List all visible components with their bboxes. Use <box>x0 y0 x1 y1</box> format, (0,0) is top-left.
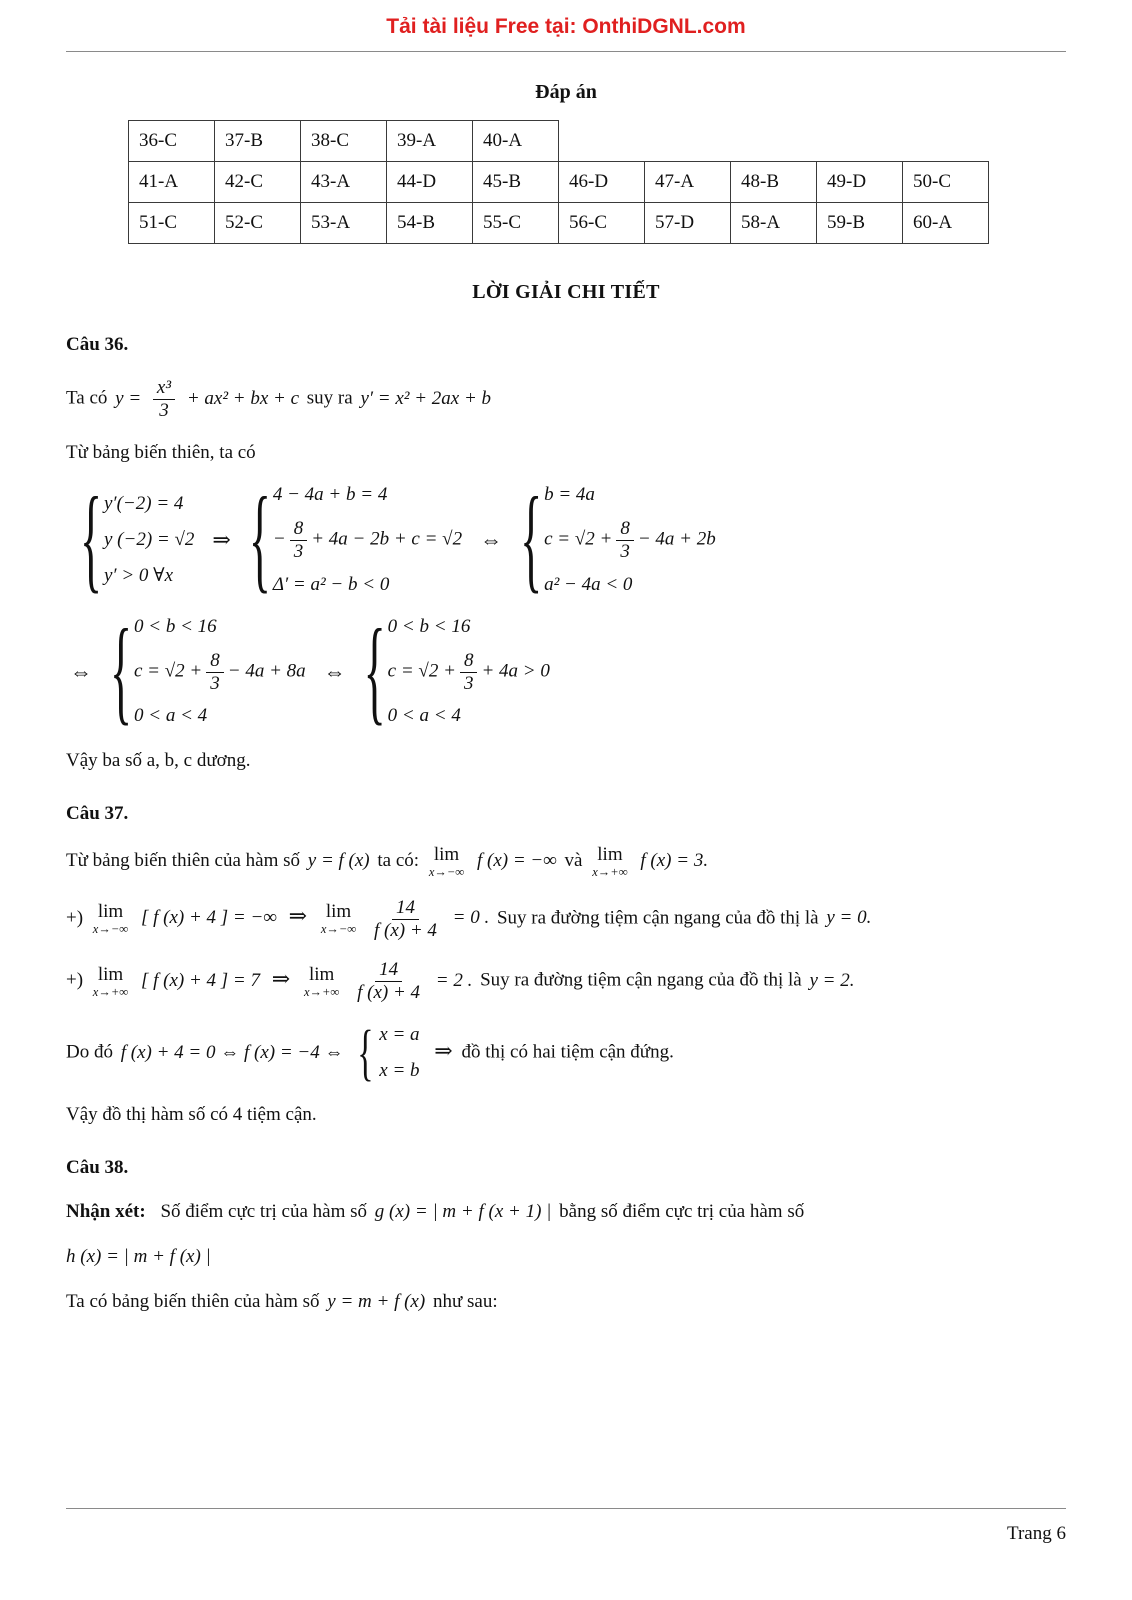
case-line: 4 − 4a + b = 4 <box>272 484 388 506</box>
fraction <box>353 959 424 1004</box>
lim-word: lim <box>97 963 124 985</box>
iff-arrow: ⇔ <box>323 658 346 684</box>
case-line: x = b <box>379 1059 420 1081</box>
cases-group <box>248 472 463 603</box>
solutions-title: LỜI GIẢI CHI TIẾT <box>472 281 660 304</box>
math-run: [ f (x) + 4 ] = −∞ <box>140 907 277 929</box>
math-run: c = √2 + <box>387 660 456 682</box>
limit-operator <box>592 845 627 879</box>
cases-group <box>357 1018 420 1088</box>
left-brace-icon: { <box>248 472 271 603</box>
case-line: y′ > 0 ∀x <box>104 564 174 586</box>
cau38-p1b <box>66 1244 1066 1271</box>
fraction-numerator: 14 <box>392 897 419 920</box>
text-run: Số điểm cực trị của hàm số <box>160 1201 368 1223</box>
limit-operator <box>93 902 128 936</box>
left-brace-icon: { <box>357 1018 374 1088</box>
lim-subscript: x→−∞ <box>320 922 357 937</box>
answer-cell: 52-C <box>215 203 301 244</box>
cau38-p2 <box>66 1289 1066 1316</box>
text-run: và <box>564 850 583 872</box>
text-run: +) <box>66 970 84 992</box>
answer-cell: 39-A <box>387 121 473 162</box>
answer-cell: 50-C <box>903 162 989 203</box>
case-line: y′(−2) = 4 <box>104 493 184 515</box>
fraction-numerator: 8 <box>206 650 224 673</box>
answer-cell: 48-B <box>731 162 817 203</box>
fraction-denominator: f (x) + 4 <box>357 982 421 1004</box>
fraction-denominator: 3 <box>463 672 474 694</box>
text-run: suy ra <box>306 387 353 409</box>
math-run: y = f (x) <box>307 850 370 872</box>
fraction-numerator: 8 <box>616 518 634 541</box>
case-line: Δ′ = a² − b < 0 <box>272 573 390 595</box>
answer-cell: 59-B <box>817 203 903 244</box>
left-brace-icon: { <box>110 604 133 735</box>
cau36-system-2 <box>66 604 1066 735</box>
math-run: f (x) = −∞ <box>476 850 557 872</box>
math-run: g (x) = | m + f (x + 1) | <box>374 1201 552 1223</box>
answer-cell: 37-B <box>215 121 301 162</box>
text-run: Do đó <box>66 1041 113 1063</box>
lim-subscript: x→+∞ <box>303 984 340 999</box>
math-run: = 2 . <box>435 970 473 992</box>
lim-subscript: x→+∞ <box>92 984 129 999</box>
text-run: bằng số điểm cực trị của hàm số <box>559 1201 805 1223</box>
math-run: h (x) = | m + f (x) | <box>66 1246 211 1268</box>
answer-cell: 40-A <box>473 121 559 162</box>
text-run: Suy ra đường tiệm cận ngang của đồ thị là <box>496 907 819 929</box>
answer-cell: 57-D <box>645 203 731 244</box>
implies-arrow: ⇒ <box>271 966 291 992</box>
fraction-denominator: 3 <box>210 672 220 694</box>
answer-cell: 41-A <box>129 162 215 203</box>
fraction <box>290 518 308 563</box>
math-run: f (x) + 4 = 0 ⇔ f (x) = −4 ⇔ <box>120 1041 344 1063</box>
cases-group <box>363 604 550 735</box>
answer-cell: 60-A <box>903 203 989 244</box>
fraction <box>153 377 175 422</box>
cases-group <box>80 472 195 603</box>
case-line <box>273 518 462 563</box>
math-run: c = √2 + <box>134 660 203 682</box>
text-run: như sau: <box>432 1290 498 1312</box>
limit-operator <box>304 965 339 999</box>
cau36-system-1 <box>80 472 1066 603</box>
answer-cell: 38-C <box>301 121 387 162</box>
implies-arrow: ⇒ <box>288 903 308 929</box>
case-line <box>388 650 550 695</box>
answer-cell: 46-D <box>559 162 645 203</box>
fraction-numerator: 14 <box>375 959 402 982</box>
text-run: Suy ra đường tiệm cận ngang của đồ thị là <box>480 970 802 992</box>
cau37-p1 <box>66 845 1066 879</box>
cau37-p3 <box>66 959 1066 1004</box>
answer-key-title: Đáp án <box>535 81 597 104</box>
math-run: y′ = x² + 2ax + b <box>360 387 492 409</box>
case-line: b = 4a <box>544 484 595 506</box>
page-number-label: Trang 6 <box>1007 1523 1066 1545</box>
fraction-numerator: 8 <box>460 650 478 673</box>
text-run: Ta có bảng biến thiên của hàm số <box>66 1290 320 1312</box>
question-37-heading: Câu 37. <box>66 802 129 824</box>
math-run: c = √2 + <box>544 528 613 550</box>
text-run: ta có: <box>377 850 420 872</box>
lim-subscript: x→+∞ <box>592 865 628 880</box>
remark-label: Nhận xét: <box>66 1201 146 1223</box>
math-run: y = 0. <box>826 907 872 929</box>
cau37-p2 <box>66 897 1066 942</box>
cau36-intro-line <box>66 377 1066 422</box>
lim-word: lim <box>308 963 335 985</box>
cau37-p5: Vậy đồ thị hàm số có 4 tiệm cận. <box>66 1104 317 1126</box>
answer-cell: 43-A <box>301 162 387 203</box>
text-run: Ta có <box>66 387 108 409</box>
text-run: đồ thị có hai tiệm cận đứng. <box>461 1041 674 1063</box>
answer-cell: 36-C <box>129 121 215 162</box>
case-line: y (−2) = √2 <box>104 528 195 550</box>
math-run: + ax² + bx + c <box>186 387 300 409</box>
answer-cell: 55-C <box>473 203 559 244</box>
fraction-denominator: 3 <box>620 540 630 562</box>
case-line: 0 < b < 16 <box>387 616 471 638</box>
page-footer <box>66 1508 1066 1548</box>
fraction-denominator: 3 <box>159 399 169 421</box>
fraction <box>460 650 478 695</box>
cau36-line2: Từ bảng biến thiên, ta có <box>66 441 256 463</box>
lim-subscript: x→−∞ <box>428 865 465 880</box>
fraction <box>616 518 634 563</box>
answer-cell: 51-C <box>129 203 215 244</box>
case-line: a² − 4a < 0 <box>544 573 633 595</box>
math-run: y = <box>115 387 142 409</box>
fraction <box>370 897 441 942</box>
left-brace-icon: { <box>520 472 543 603</box>
iff-arrow: ⇔ <box>480 526 503 552</box>
lim-word: lim <box>325 901 352 923</box>
case-line: 0 < a < 4 <box>387 705 461 727</box>
iff-arrow: ⇔ <box>70 658 92 684</box>
math-run: − 4a + 2b <box>637 528 716 550</box>
math-run: − 4a + 8a <box>227 660 306 682</box>
left-brace-icon: { <box>80 472 103 603</box>
cau36-conclusion: Vậy ba số a, b, c dương. <box>66 750 251 772</box>
answer-cell: 56-C <box>559 203 645 244</box>
left-brace-icon: { <box>363 604 386 735</box>
question-36-heading: Câu 36. <box>66 334 129 356</box>
answer-cell: 49-D <box>817 162 903 203</box>
answer-cell: 53-A <box>301 203 387 244</box>
case-line <box>544 518 716 563</box>
math-run: [ f (x) + 4 ] = 7 <box>140 970 260 992</box>
cau38-p1 <box>66 1199 1066 1226</box>
answer-cell: 47-A <box>645 162 731 203</box>
case-line <box>134 650 306 695</box>
implies-arrow: ⇒ <box>434 1037 453 1063</box>
fraction-denominator: f (x) + 4 <box>373 919 437 941</box>
answer-cell: 58-A <box>731 203 817 244</box>
lim-word: lim <box>597 844 623 866</box>
case-line: x = a <box>379 1024 420 1046</box>
implies-arrow: ⇒ <box>212 526 231 552</box>
text-run: Từ bảng biến thiên của hàm số <box>66 850 301 872</box>
math-run: + 4a − 2b + c = √2 <box>311 528 463 550</box>
lim-word: lim <box>433 844 460 866</box>
cases-group <box>520 472 716 603</box>
case-line: 0 < a < 4 <box>134 705 208 727</box>
math-run: y = m + f (x) <box>327 1290 426 1312</box>
table-row <box>129 162 989 203</box>
math-run: − <box>272 528 286 550</box>
answer-cell: 44-D <box>387 162 473 203</box>
cases-group <box>110 604 306 735</box>
cau37-p4 <box>66 1018 1066 1088</box>
math-run: f (x) = 3. <box>640 850 709 872</box>
math-run: y = 2. <box>809 970 855 992</box>
case-line: 0 < b < 16 <box>134 616 217 638</box>
answer-cell: 54-B <box>387 203 473 244</box>
lim-word: lim <box>97 901 124 923</box>
limit-operator <box>429 845 464 879</box>
table-row <box>129 203 989 244</box>
limit-operator <box>93 965 128 999</box>
fraction-denominator: 3 <box>293 540 304 562</box>
text-run: +) <box>66 907 84 929</box>
fraction-numerator: 8 <box>290 518 308 541</box>
fraction <box>206 650 224 695</box>
site-header-text: Tải tài liệu Free tại: OnthiDGNL.com <box>386 15 746 38</box>
answer-key-table <box>128 120 989 244</box>
header-divider <box>66 51 1066 52</box>
fraction-numerator: x³ <box>153 377 175 400</box>
limit-operator <box>321 902 356 936</box>
math-run: = 0 . <box>452 907 490 929</box>
table-row <box>129 121 989 162</box>
answer-cell: 45-B <box>473 162 559 203</box>
lim-subscript: x→−∞ <box>92 922 129 937</box>
answer-cell: 42-C <box>215 162 301 203</box>
math-run: + 4a > 0 <box>481 660 550 682</box>
site-header-banner <box>66 12 1066 51</box>
question-38-heading: Câu 38. <box>66 1156 129 1178</box>
